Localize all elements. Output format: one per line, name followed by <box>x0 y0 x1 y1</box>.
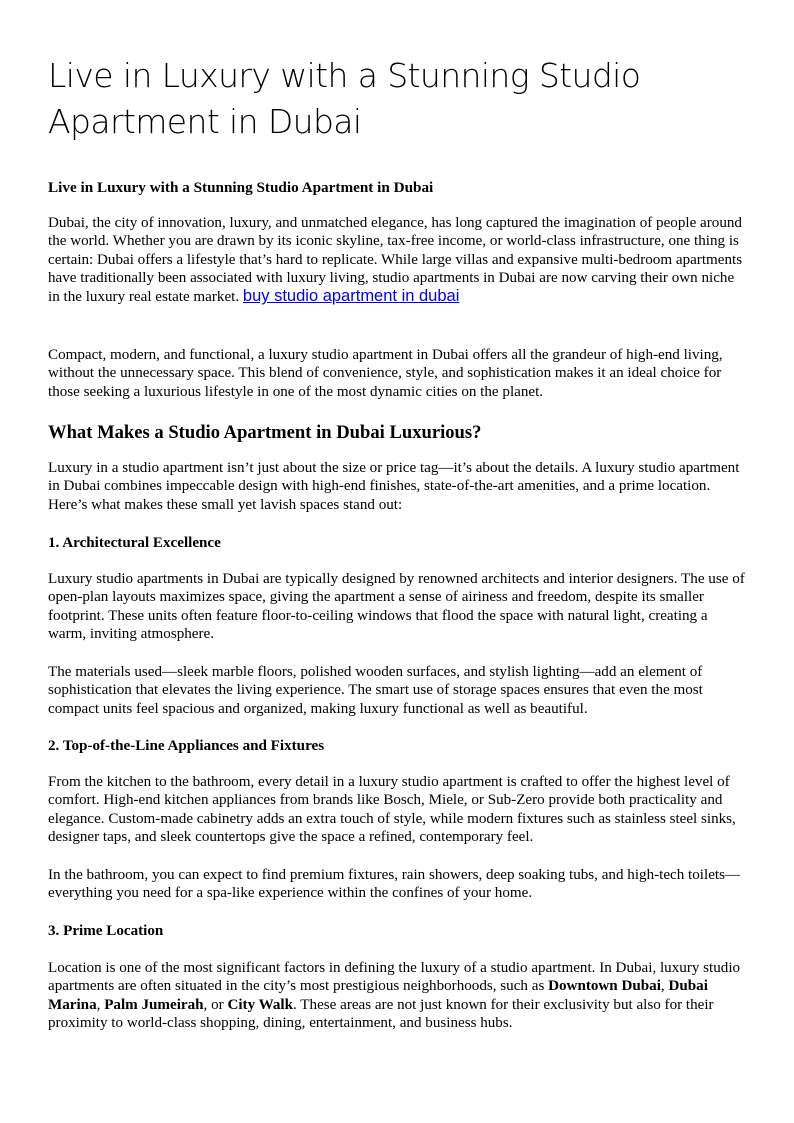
section-what-paragraph: Luxury in a studio apartment isn’t just about the size or price tag—it’s about the details. A luxury studio apartment in Dubai combines impeccable design with high-end finishes, state-of-the-art amenities, and a prime location. Here’s what makes these small yet lavish spaces stand out: <box>48 460 740 513</box>
buy-studio-link[interactable]: buy studio apartment in dubai <box>242 287 460 306</box>
separator-3: , or <box>203 996 228 1013</box>
document-title: Live in Luxury with a Stunning Studio Apartment in Dubai <box>48 56 641 141</box>
section-1-paragraph-1: Luxury studio apartments in Dubai are typically designed by renowned architects and interior designers. The use of open-plan layouts maximizes space, giving the apartment a sense of airiness and freedom, despite its smaller footprint. These units often feature floor-to-ceiling windows that flood the space with natural light, creating a warm, inviting atmosphere. <box>48 571 745 642</box>
intro-paragraph-2: Compact, modern, and functional, a luxury studio apartment in Dubai offers all the grandeur of high-end living, without the unnecessary space. This blend of convenience, style, and sophistication makes it an ideal choice for those seeking a luxurious lifestyle in one of the most dynamic cities on the planet. <box>48 347 723 400</box>
location-downtown-dubai: Downtown Dubai <box>548 978 661 995</box>
section-1-paragraph-2: The materials used—sleek marble floors, polished wooden surfaces, and stylish lighting—add an element of sophistication that elevates the living experience. The smart use of storage spaces ensures that even the most compact units feel spacious and organized, making luxury functional as well as beautiful. <box>48 664 703 717</box>
section-3-text-b: . These areas are not just known for their exclusivity but also for their proximity to world-class shopping, dining, entertainment, and business hubs. <box>48 996 714 1031</box>
separator-2: , <box>96 996 105 1013</box>
section-2-paragraph-2: In the bathroom, you can expect to find premium fixtures, rain showers, deep soaking tubs, and high-tech toilets—everything you need for a spa-like experience within the confines of your home. <box>48 867 741 902</box>
document-page <box>48 0 748 1031</box>
location-palm-jumeirah: Palm Jumeirah <box>104 996 204 1013</box>
section-3-heading: 3. Prime Location <box>48 923 164 939</box>
section-1-heading: 1. Architectural Excellence <box>48 535 221 551</box>
intro-paragraph-1 <box>48 214 748 306</box>
section-3-text-a: Location is one of the most significant factors in defining the luxury of a studio apartment. In Dubai, luxury studio apartments are often situated in the city’s most prestigious neighborhoods, such as <box>48 960 741 995</box>
article-subtitle: Live in Luxury with a Stunning Studio Apartment in Dubai <box>48 179 434 196</box>
location-city-walk: City Walk <box>227 996 294 1013</box>
separator-1: , <box>660 978 669 995</box>
location-dubai-marina: Dubai Marina <box>48 978 708 1013</box>
intro-paragraph-1-text: Dubai, the city of innovation, luxury, and unmatched elegance, has long captured the imagination of people around the world. Whether you are drawn by its iconic skyline, tax-free income, or world-class infrastructure, one thing is certain: Dubai offers a lifestyle that’s hard to replicate. While large villas and expansive multi-bedroom apartments have traditionally been associated with luxury living, studio apartments in Dubai are now carving their own niche in the luxury real estate market. <box>48 215 743 306</box>
section-what-heading: What Makes a Studio Apartment in Dubai Luxurious? <box>48 422 482 443</box>
section-2-heading: 2. Top-of-the-Line Appliances and Fixtures <box>48 738 325 754</box>
section-3-paragraph-1 <box>48 959 748 1032</box>
section-2-paragraph-1: From the kitchen to the bathroom, every detail in a luxury studio apartment is crafted to offer the highest level of comfort. High-end kitchen appliances from brands like Bosch, Miele, or Sub-Zero provide both practicality and elegance. Custom-made cabinetry adds an extra touch of style, while modern fixtures such as stainless steel sinks, designer taps, and sleek countertops give the space a refined, contemporary feel. <box>48 774 736 845</box>
